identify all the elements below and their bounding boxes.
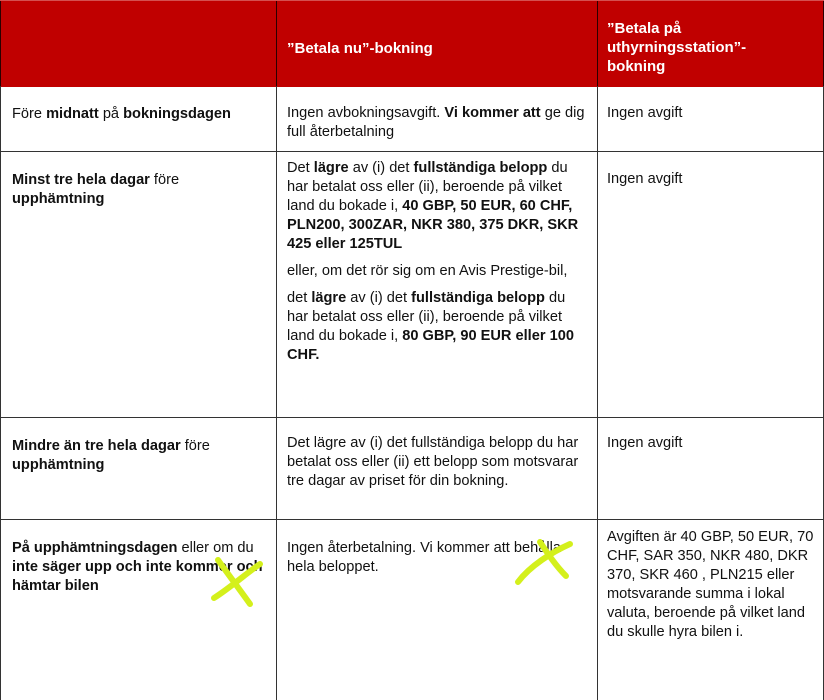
bold-text: Minst tre hela dagar (12, 172, 150, 188)
pay-at-station-cell: Ingen avgift (597, 418, 824, 520)
bold-text: midnatt (46, 106, 99, 122)
bold-text: Mindre än tre hela dagar (12, 438, 181, 454)
header-pay-at-station-line1: ”Betala på (607, 20, 682, 37)
table-header-row (0, 0, 824, 87)
text: eller om du (177, 540, 254, 556)
text: du har betalat oss eller (ii), beroende på vilket land du bokade i, (287, 160, 568, 214)
header-pay-at-station-line3: bokning (607, 58, 666, 75)
bold-text: På upphämtningsdagen (12, 540, 178, 556)
paragraph-prestige-fee (287, 289, 589, 365)
bold-text: 80 GBP, 90 EUR eller 100 CHF. (287, 328, 574, 363)
bold-text: fullständiga belopp (411, 290, 545, 306)
condition-cell (0, 520, 276, 700)
paragraph-prestige-intro: eller, om det rör sig om en Avis Prestige-bil, (287, 263, 568, 279)
bold-text: lägre (313, 160, 349, 176)
pay-now-cell (276, 152, 597, 418)
table-row (0, 152, 824, 418)
header-pay-at-station-line2: uthyrningsstation”- (607, 39, 747, 56)
text: det (287, 290, 312, 306)
bold-text: lägre (311, 290, 347, 306)
bold-text: inte säger upp och inte kommer och hämtar bilen (12, 559, 263, 594)
paragraph-standard-fee (287, 159, 589, 254)
pay-at-station-cell: Avgiften är 40 GBP, 50 EUR, 70 CHF, SAR 350, NKR 480, DKR 370, SKR 460 , PLN215 eller motsvarande summa i lokal valuta, beroende på vilket land du skulle hyra bilen i. (597, 520, 824, 700)
table-row (0, 86, 824, 152)
pay-at-station-cell: Ingen avgift (597, 86, 824, 152)
bold-text: upphämtning (12, 191, 105, 207)
text: av (i) det (346, 290, 412, 306)
condition-cell (0, 152, 276, 418)
bold-text: upphämtning (12, 457, 105, 473)
table-row (0, 520, 824, 700)
pay-at-station-cell: Ingen avgift (597, 152, 824, 418)
text: Det (287, 160, 314, 176)
header-cell-pay-at-station (597, 1, 824, 87)
text: ge dig full återbetalning (287, 105, 585, 140)
text: på (98, 106, 124, 122)
text: före (180, 438, 210, 454)
text: Före (12, 106, 47, 122)
bold-text: bokningsdagen (123, 106, 231, 122)
text: före (149, 172, 180, 188)
pay-now-cell: Det lägre av (i) det fullständiga belopp du har betalat oss eller (ii) ett belopp som motsvarar tre dagar av priset för din bokning. (276, 418, 597, 520)
header-cell-empty (0, 1, 276, 87)
text: av (i) det (348, 160, 414, 176)
bold-text: 40 GBP, 50 EUR, 60 CHF, PLN200, 300ZAR, NKR 380, 375 DKR, SKR 425 eller 125TUL (287, 198, 579, 252)
text: Ingen avbokningsavgift. (287, 105, 445, 121)
condition-cell (0, 86, 276, 152)
text: du har betalat oss eller (ii), beroende på vilket land du bokade i, (287, 290, 566, 344)
table-row (0, 418, 824, 520)
bold-text: Vi kommer att (444, 105, 541, 121)
pay-now-cell: Ingen återbetalning. Vi kommer att behålla hela beloppet. (276, 520, 597, 700)
header-cell-pay-now: ”Betala nu”-bokning (276, 1, 597, 87)
condition-cell (0, 418, 276, 520)
bold-text: fullständiga belopp (413, 160, 548, 176)
pay-now-cell (276, 86, 597, 152)
